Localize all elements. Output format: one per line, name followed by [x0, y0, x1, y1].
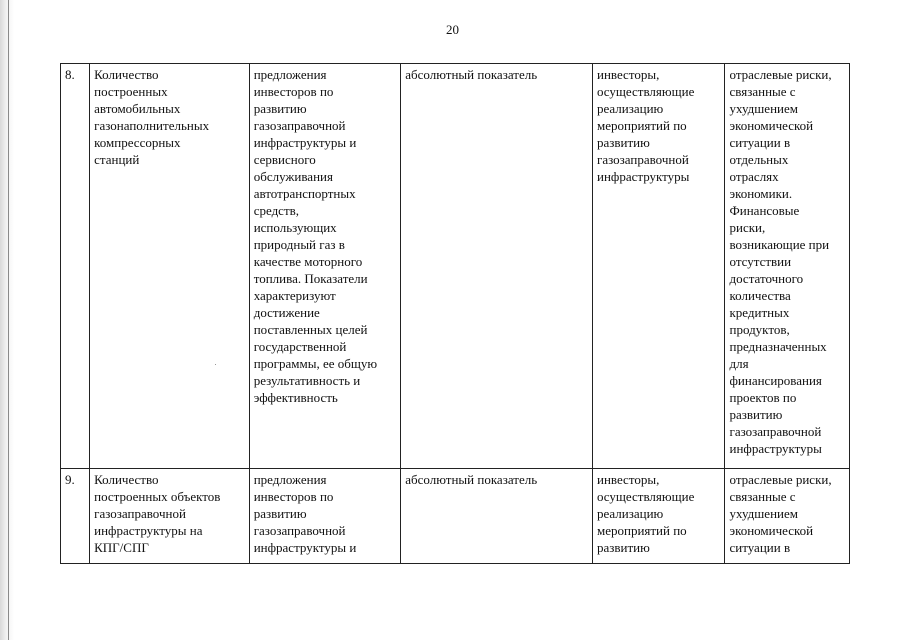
responsible-cell — [592, 64, 725, 469]
indicator-name: Количество построенных объектов газозаправочной инфраструктуры на КПГ/СПГ — [94, 472, 221, 555]
indicator-type: абсолютный показатель — [405, 67, 538, 82]
table-row — [61, 469, 850, 564]
data-source: предложения инвесторов по развитию газозаправочной инфраструктуры и — [253, 472, 357, 555]
table-row — [61, 64, 850, 469]
scan-speck — [215, 364, 216, 365]
indicator-type: абсолютный показатель — [405, 472, 538, 487]
scan-binding-line — [8, 0, 9, 640]
row-number-cell — [61, 469, 90, 564]
row-number: 9. — [65, 472, 75, 487]
risks-text: отраслевые риски, связанные с ухудшением экономической ситуации в отдельных отраслях экономики. Финансовые риски, возникающие при отсутствии достаточного количества кредитных продуктов, предназначенных для финансирования проектов по развитию газозаправочной инфраструктуры — [729, 67, 832, 456]
responsible-parties: инвесторы, осуществляющие реализацию мероприятий по развитию — [596, 472, 695, 555]
responsible-cell — [592, 469, 725, 564]
risks-cell — [725, 64, 850, 469]
indicator-type-cell — [401, 64, 593, 469]
scan-shadow-edge — [0, 0, 14, 640]
data-source: предложения инвесторов по развитию газозаправочной инфраструктуры и сервисного обслуживания автотранспортных средств, использующих природный газ в качестве моторного топлива. Показатели характеризуют достижение поставленных целей государственной программы, ее общую результативность и эффективность — [253, 67, 378, 405]
indicator-table — [60, 63, 850, 564]
page-number: 20 — [446, 22, 459, 37]
indicator-type-cell — [401, 469, 593, 564]
data-source-cell — [249, 64, 401, 469]
responsible-parties: инвесторы, осуществляющие реализацию мероприятий по развитию газозаправочной инфраструктуры — [596, 67, 695, 184]
row-number-cell — [61, 64, 90, 469]
risks-cell — [725, 469, 850, 564]
indicator-name: Количество построенных автомобильных газонаполнительных компрессорных станций — [94, 67, 210, 167]
indicator-name-cell — [90, 469, 250, 564]
data-source-cell — [249, 469, 401, 564]
indicator-name-cell — [90, 64, 250, 469]
risks-text: отраслевые риски, связанные с ухудшением экономической ситуации в — [729, 472, 832, 555]
row-number: 8. — [65, 67, 75, 82]
